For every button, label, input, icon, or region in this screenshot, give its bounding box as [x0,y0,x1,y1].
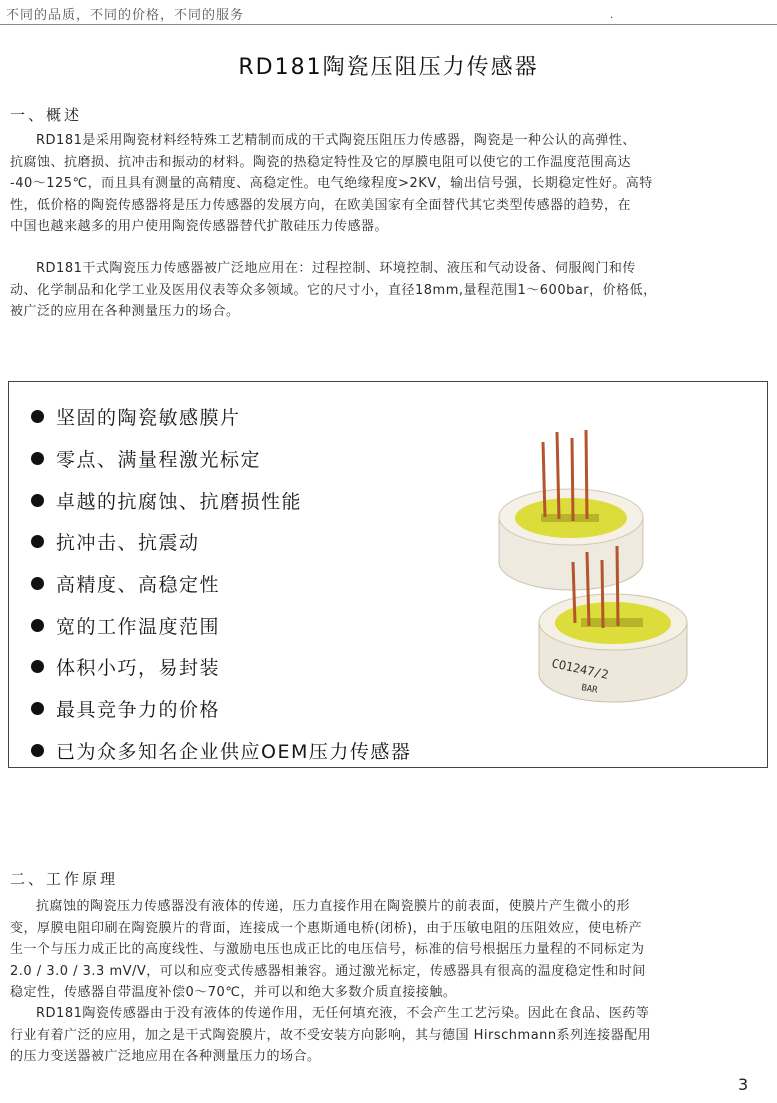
section-heading-overview: 一、概述 [10,106,83,124]
overview-paragraph-1 [10,130,762,238]
bullet-icon [31,660,44,673]
feature-item: 最具竞争力的价格 [31,688,411,730]
feature-item: 已为众多知名企业供应OEM压力传感器 [31,730,411,772]
bullet-icon [31,702,44,715]
text-line: RD181是采用陶瓷材料经特殊工艺精制而成的干式陶瓷压阻压力传感器，陶瓷是一种公认的高弹性、 [36,133,636,148]
feature-item: 高精度、高稳定性 [31,563,411,605]
ceramic-sensor-photo [489,422,729,722]
text-line: 抗腐蚀、抗磨损、抗冲击和振动的材料。陶瓷的热稳定特性及它的厚膜电阻可以使它的工作温度范围高达 [10,154,632,170]
bullet-icon [31,619,44,632]
text-line: -40～125℃，而且具有测量的高精度、高稳定性。电气绝缘程度>2KV，输出信号强，长期稳定性好。高特 [10,176,653,191]
text-line: 行业有着广泛的应用，加之是干式陶瓷膜片，故不受安装方向影响，其与德国 Hirschmann系列连接器配用 [10,1027,652,1043]
feature-item: 零点、满量程激光标定 [31,438,411,480]
feature-item: 卓越的抗腐蚀、抗磨损性能 [31,479,411,521]
document-title: RD181陶瓷压阻压力传感器 [238,55,539,80]
feature-item: 体积小巧，易封装 [31,646,411,688]
sensor-back [499,430,643,590]
bullet-icon [31,494,44,507]
text-line: RD181干式陶瓷压力传感器被广泛地应用在：过程控制、环境控制、液压和气动设备、伺服阀门和传 [36,261,636,276]
sensor-label-bar: BAR [580,683,599,696]
text-line: 变，厚膜电阻印刷在陶瓷膜片的背面，连接成一个惠斯通电桥(闭桥)，由于压敏电阻的压阻效应，使电桥产 [10,920,643,936]
text-line: 被广泛的应用在各种测量压力的场合。 [10,304,240,319]
text-line: 生一个与压力成正比的高度线性、与激励电压也成正比的电压信号，标准的信号根据压力量程的不同标定为 [10,942,645,957]
feature-item: 宽的工作温度范围 [31,604,411,646]
sensor-label-serial: CO1247/2 [550,656,610,682]
header-tagline: 不同的品质，不同的价格，不同的服务 [6,8,245,23]
page-header [0,0,777,25]
principle-paragraph-2 [10,1003,762,1068]
section-heading-principle: 二、工作原理 [10,870,119,888]
bullet-icon [31,452,44,465]
feature-box [8,381,768,768]
text-line: 性，低价格的陶瓷传感器将是压力传感器的发展方向，在欧美国家有全面替代其它类型传感器的趋势，在 [10,197,632,213]
bullet-icon [31,410,44,423]
text-line: 中国也越来越多的用户使用陶瓷传感器替代扩散硅压力传感器。 [10,219,389,234]
text-line: RD181陶瓷传感器由于没有液体的传递作用，无任何填充液，不会产生工艺污染。因此在食品、医药等 [36,1006,650,1021]
principle-paragraph-1 [10,896,762,1004]
feature-item: 坚固的陶瓷敏感膜片 [31,396,411,438]
bullet-icon [31,577,44,590]
bullet-icon [31,535,44,548]
feature-item: 抗冲击、抗震动 [31,521,411,563]
bullet-icon [31,744,44,757]
text-line: 的压力变送器被广泛地应用在各种测量压力的场合。 [10,1049,321,1064]
header-mark: . [610,10,614,21]
text-line: 2.0 / 3.0 / 3.3 mV/V，可以和应变式传感器相兼容。通过激光标定，传感器具有很高的温度稳定性和时间 [10,963,646,979]
text-line: 动、化学制品和化学工业及医用仪表等众多领域。它的尺寸小，直径18mm,量程范围1～600bar，价格低， [10,282,657,298]
text-line: 稳定性，传感器自带温度补偿0～70℃，并可以和绝大多数介质直接接触。 [10,985,457,1000]
overview-paragraph-2 [10,258,762,323]
page-number: 3 [738,1075,749,1094]
text-line: 抗腐蚀的陶瓷压力传感器没有液体的传递，压力直接作用在陶瓷膜片的前表面，使膜片产生微小的形 [36,899,631,914]
feature-list [31,396,411,771]
